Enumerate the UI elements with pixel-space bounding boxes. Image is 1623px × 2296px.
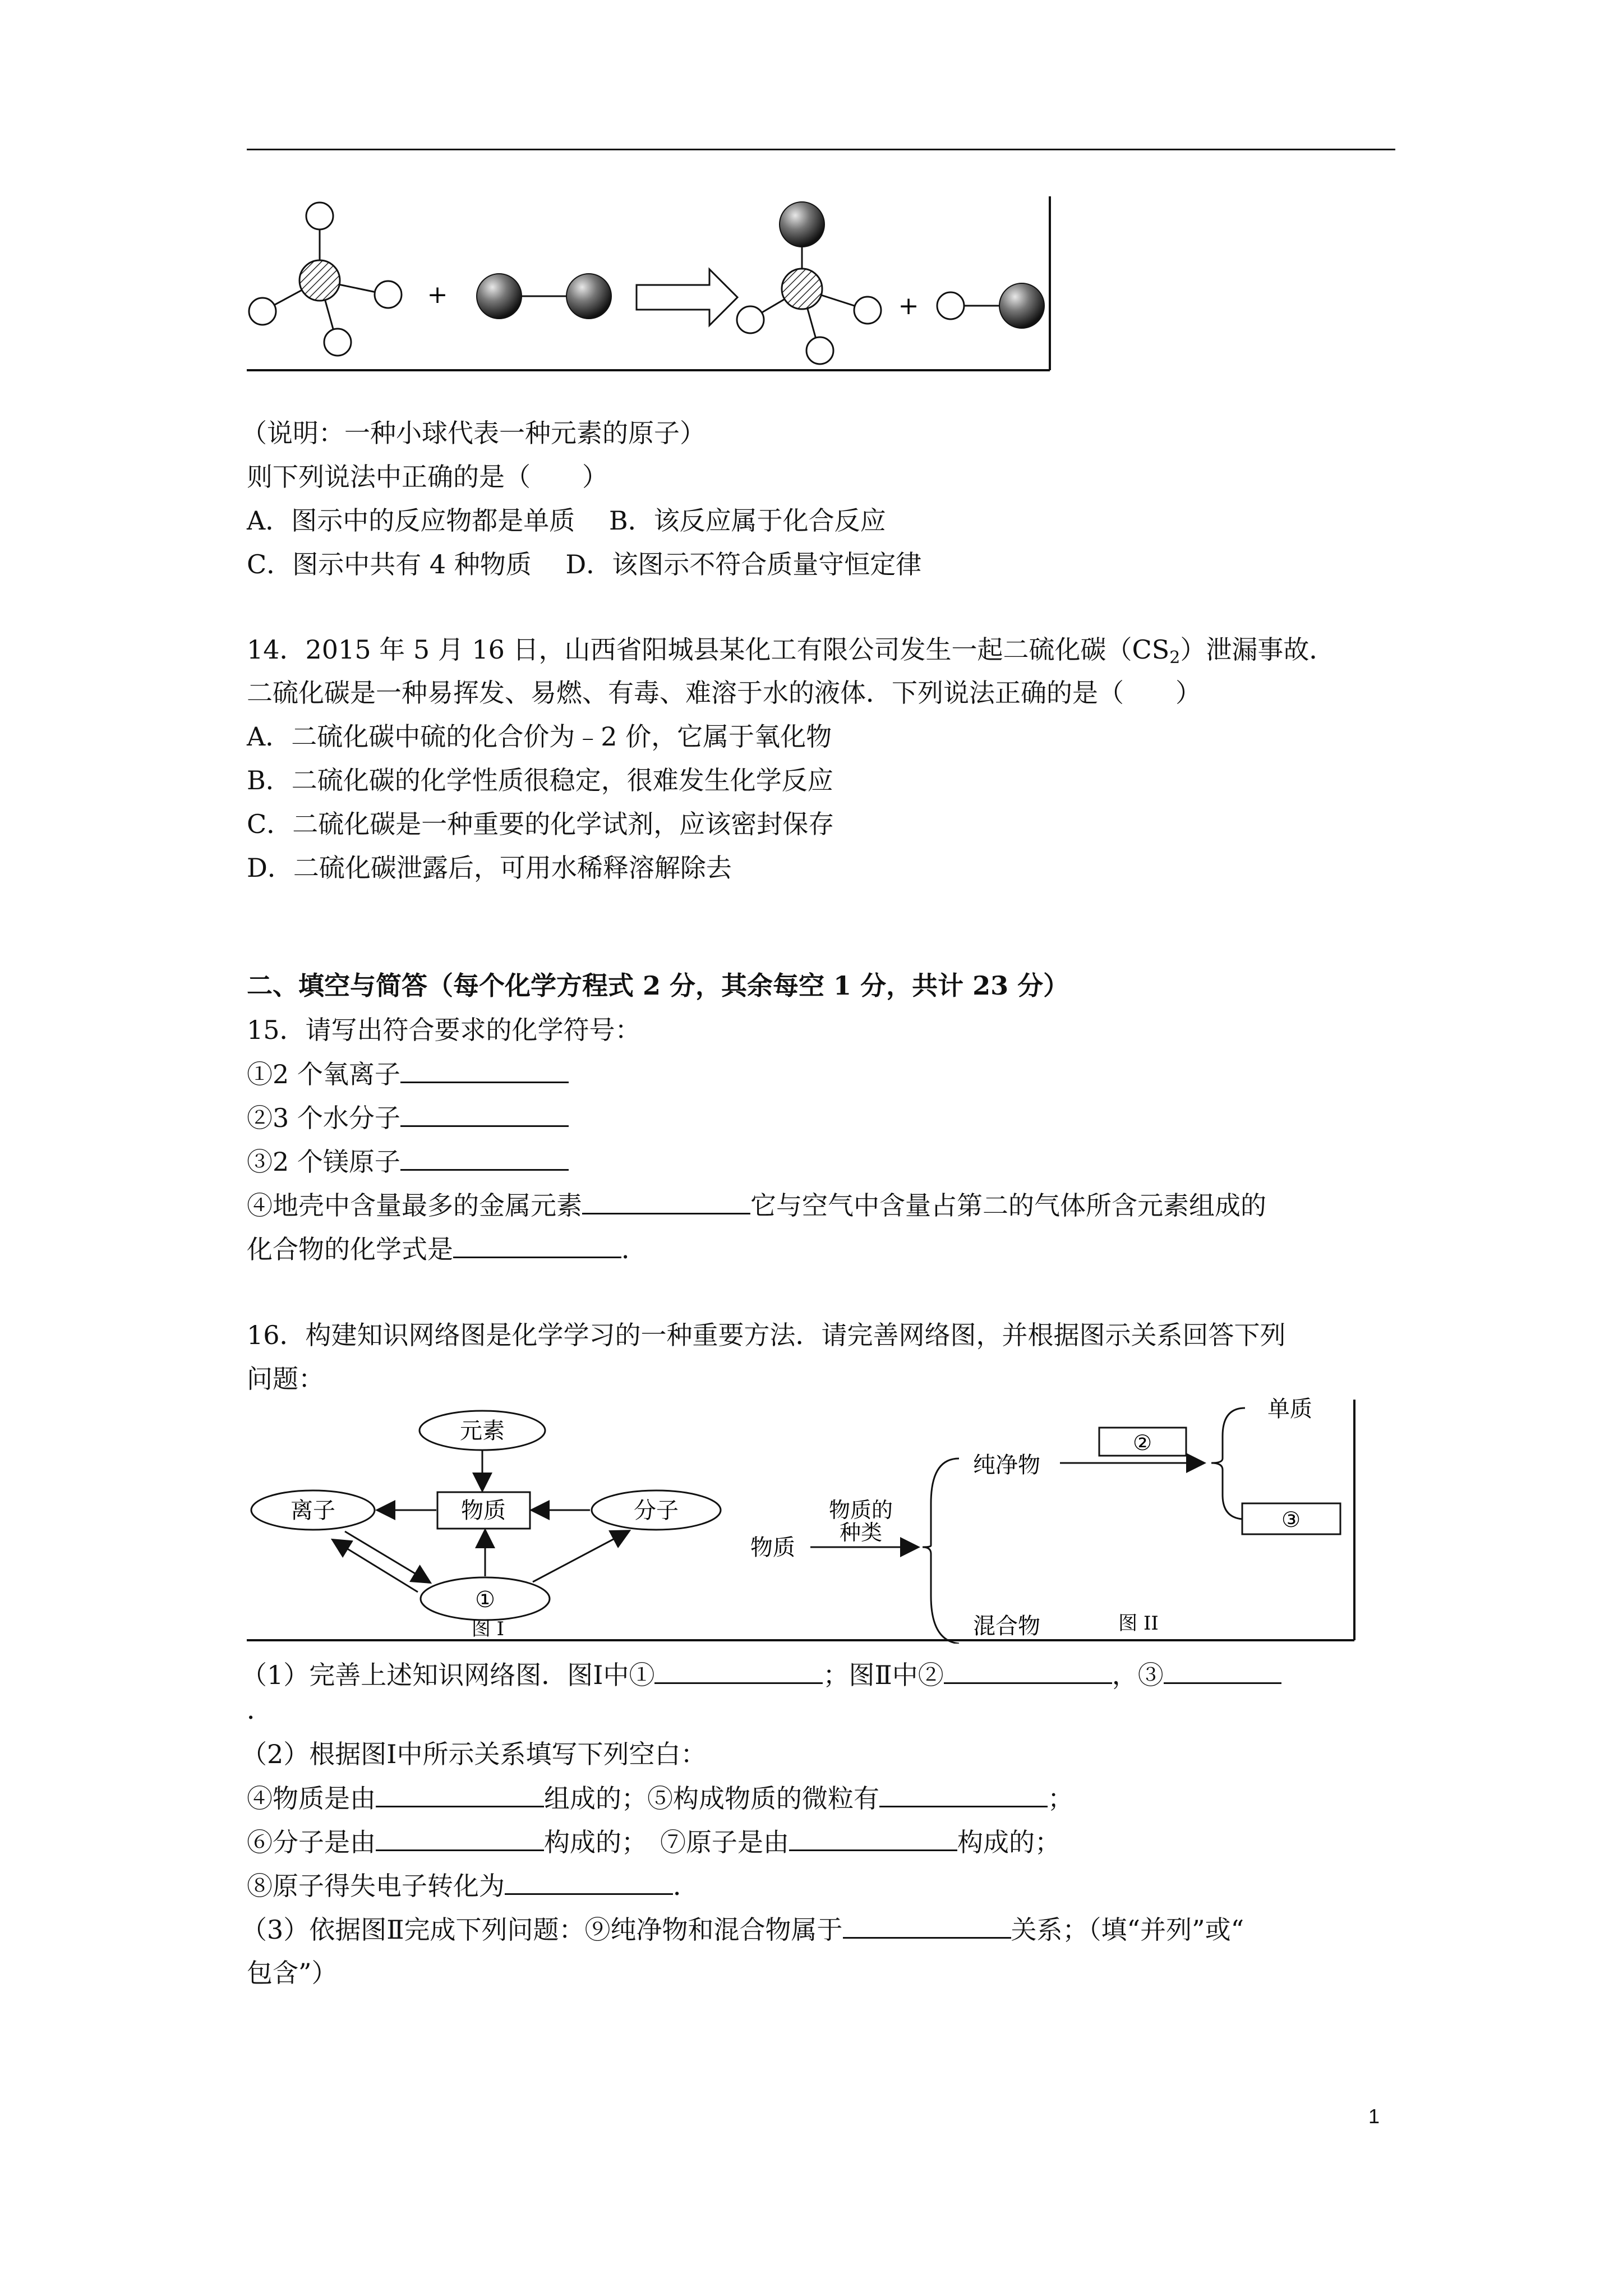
q14-option-c: C．二硫化碳是一种重要的化学试剂，应该密封保存 <box>247 809 834 839</box>
q16-part3-label: （3）依据图Ⅱ完成下列问题：⑨纯净物和混合物属于 <box>241 1915 843 1945</box>
q16-item-4 <box>247 1781 1073 1815</box>
fig2-zhonglei-1: 物质的 <box>828 1498 893 1522</box>
q16-blank-3[interactable] <box>1164 1658 1281 1684</box>
q15-blank-1[interactable] <box>400 1057 569 1083</box>
q14-stem-line2: 二硫化碳是一种易挥发、易燃、有毒、难溶于水的液体．下列说法正确的是（ ） <box>247 678 1201 708</box>
q16-part3-label2: 关系；（填“并列”或“ <box>1011 1915 1244 1945</box>
knowledge-network-figure <box>247 1397 1374 1644</box>
fig2-danzhi: 单质 <box>1267 1397 1312 1422</box>
q16-item-8-label: ⑧原子得失电子转化为 <box>247 1871 505 1901</box>
q16-part1 <box>241 1658 1281 1692</box>
q16-blank-4[interactable] <box>376 1781 544 1807</box>
q15-item-2 <box>247 1101 569 1135</box>
q16-item-5-end: ； <box>1048 1783 1073 1814</box>
q16-item-5-label: 组成的；⑤构成物质的微粒有 <box>544 1783 879 1814</box>
q16-part2: （2）根据图Ⅰ中所示关系填写下列空白： <box>241 1739 707 1769</box>
plus-sign-2: + <box>898 292 919 320</box>
q15-blank-3[interactable] <box>400 1144 569 1171</box>
q16-blank-7[interactable] <box>789 1825 957 1851</box>
q15-blank-5[interactable] <box>453 1232 621 1258</box>
q16-item-7-label: 构成的； ⑦原子是由 <box>544 1827 789 1857</box>
q15-blank-4[interactable] <box>582 1188 750 1214</box>
node-yuansu-label: 元素 <box>460 1418 505 1444</box>
q14-stem-line1 <box>247 633 1335 675</box>
q16-stem-line1: 16．构建知识网络图是化学学习的一种重要方法．请完善网络图，并根据图示关系回答下列 <box>247 1320 1286 1350</box>
q16-blank-8[interactable] <box>505 1869 673 1895</box>
q16-item-6 <box>247 1825 1061 1859</box>
q16-item-4-label: ④物质是由 <box>247 1783 376 1814</box>
q16-stem-line2: 问题： <box>247 1364 324 1394</box>
q16-part1-label2: ；图Ⅱ中② <box>823 1660 944 1690</box>
q15-item-2-label: ②3 个水分子 <box>247 1103 400 1133</box>
q16-part3 <box>241 1912 1244 1947</box>
header-rule <box>247 149 1395 150</box>
product-molecule-1 <box>737 202 881 364</box>
q16-item-6-label: ⑥分子是由 <box>247 1827 376 1857</box>
q13-note: （说明：一种小球代表一种元素的原子） <box>241 418 706 448</box>
q16-part1-label: （1）完善上述知识网络图．图Ⅰ中① <box>241 1660 655 1690</box>
plus-sign-1: + <box>427 280 448 309</box>
figure2-caption: 图 II <box>1118 1612 1159 1635</box>
q16-part1-end: ． <box>247 1695 273 1725</box>
fig2-hunhewu: 混合物 <box>973 1613 1040 1639</box>
node-fenzi-label: 分子 <box>634 1498 679 1524</box>
q16-blank-1[interactable] <box>654 1658 823 1684</box>
node-wuzhi-label: 物质 <box>461 1498 506 1524</box>
fig2-wuzhi: 物质 <box>750 1535 795 1561</box>
q16-item-8-end: ． <box>673 1871 699 1901</box>
q13-options-cd: C．图示中共有 4 种物质 D．该图示不符合质量守恒定律 <box>247 549 922 579</box>
reaction-arrow <box>637 269 737 325</box>
q13-options-ab: A．图示中的反应物都是单质 B．该反应属于化合反应 <box>247 505 886 536</box>
fig2-chunjingwu: 纯净物 <box>973 1452 1040 1478</box>
fig2-box-3-label: ③ <box>1281 1507 1301 1532</box>
q16-part1-label3: ，③ <box>1112 1660 1164 1690</box>
section-heading: 二、填空与简答（每个化学方程式 2 分，其余每空 1 分，共计 23 分） <box>247 970 1069 1001</box>
node-lizi-label: 离子 <box>291 1498 335 1524</box>
q15-item-3-label: ③2 个镁原子 <box>247 1147 400 1177</box>
q16-part3-line2: 包含”） <box>247 1958 338 1988</box>
figure1-caption: 图 I <box>471 1618 505 1640</box>
q15-item-1-label: ①2 个氧离子 <box>247 1059 400 1089</box>
reactant-molecule-2 <box>477 274 611 319</box>
q16-blank-6[interactable] <box>376 1825 544 1851</box>
q14-stem-part2: ）泄漏事故． <box>1180 634 1335 665</box>
q14-option-a: A．二硫化碳中硫的化合价为﹣2 价，它属于氧化物 <box>247 721 832 752</box>
q15-item-1 <box>247 1057 569 1091</box>
q15-item-4-label2: 化合物的化学式是 <box>247 1234 453 1264</box>
q15-item-4-line2 <box>247 1232 647 1266</box>
node-circle-1-label: ① <box>475 1587 495 1613</box>
reactant-molecule-1 <box>249 203 402 356</box>
q16-item-7-end: 构成的； <box>957 1827 1061 1857</box>
q16-blank-2[interactable] <box>944 1658 1112 1684</box>
q13-stem: 则下列说法中正确的是（ ） <box>247 462 608 492</box>
q15-stem: 15．请写出符合要求的化学符号： <box>247 1015 641 1045</box>
fig2-box-2-label: ② <box>1132 1430 1152 1455</box>
fig2-zhonglei-2: 种类 <box>839 1520 883 1545</box>
q15-period: ． <box>621 1234 647 1264</box>
q15-blank-2[interactable] <box>400 1101 569 1127</box>
q16-blank-9[interactable] <box>843 1912 1011 1939</box>
product-molecule-2 <box>937 283 1044 328</box>
q15-item-4 <box>247 1188 1266 1222</box>
q15-item-4-continued: 它与空气中含量占第二的气体所含元素组成的 <box>750 1190 1266 1221</box>
reaction-diagram <box>241 191 1060 376</box>
q16-blank-5[interactable] <box>879 1781 1048 1807</box>
q14-stem-part1: 14．2015 年 5 月 16 日，山西省阳城县某化工有限公司发生一起二硫化碳（CS <box>247 634 1170 665</box>
q14-option-b: B．二硫化碳的化学性质很稳定，很难发生化学反应 <box>247 765 833 795</box>
q15-item-4-label: ④地壳中含量最多的金属元素 <box>247 1190 582 1221</box>
page-number: 1 <box>1368 2105 1380 2128</box>
q14-subscript: 2 <box>1169 648 1181 668</box>
q16-item-8 <box>247 1869 699 1903</box>
q15-item-3 <box>247 1144 569 1179</box>
q14-option-d: D．二硫化碳泄露后，可用水稀释溶解除去 <box>247 853 732 883</box>
